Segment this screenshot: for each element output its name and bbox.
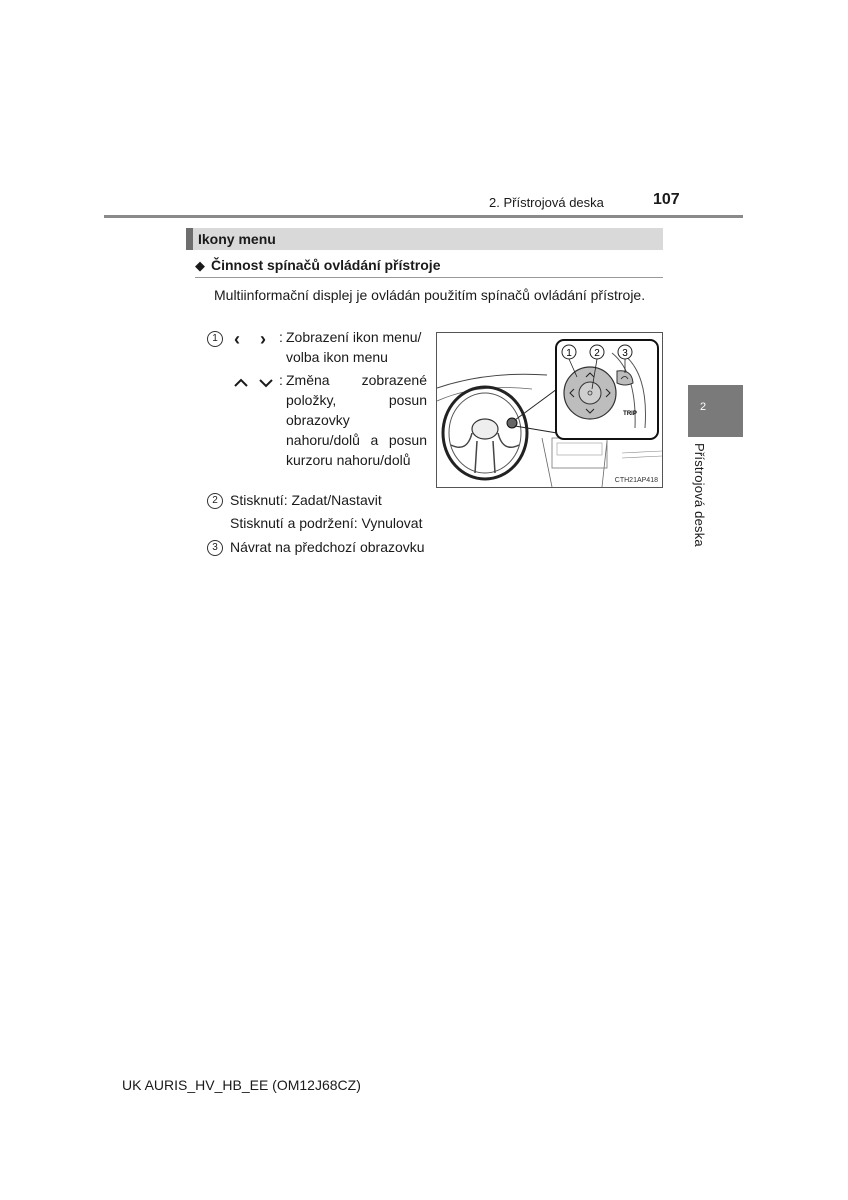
diamond-bullet-icon: ◆ [195, 258, 205, 273]
callout-2: 2 [594, 348, 600, 359]
item-1-lr-desc-line1: Zobrazení ikon menu/ [286, 329, 422, 345]
item-2-line2: Stisknutí a podržení: Vynulovat [230, 515, 423, 531]
header-divider [104, 215, 743, 218]
running-header-section: 2. Přístrojová deska [489, 195, 604, 210]
intro-paragraph: Multiinformační displej je ovládán použitím spínačů ovládání přístroje. [214, 287, 646, 303]
section-title: Ikony menu [198, 231, 276, 247]
item-2-line1: Stisknutí: Zadat/Nastavit [230, 492, 382, 508]
chapter-number: 2 [700, 401, 707, 413]
subheading-divider [195, 277, 663, 278]
chevron-right-icon: › [260, 329, 266, 349]
subheading-text: Činnost spínačů ovládání přístroje [211, 257, 441, 273]
chapter-tab [688, 385, 743, 437]
chevron-down-icon [258, 376, 274, 394]
item-1-number: 1 [207, 331, 223, 347]
steering-switch-figure [436, 332, 663, 488]
item-1-ud-colon: : [279, 372, 283, 388]
callout-1: 1 [566, 348, 572, 359]
page-number: 107 [653, 191, 680, 208]
subheading [195, 257, 440, 274]
item-3-number: 3 [207, 540, 223, 556]
item-2-number: 2 [207, 493, 223, 509]
section-title-bar [186, 228, 663, 250]
item-1-ud-desc: Změna zobrazené položky, posun obrazovky nahoru/dolů a posun kurzoru nahoru/dolů [286, 372, 427, 468]
callout-3: 3 [622, 348, 628, 359]
item-3-line1: Návrat na předchozí obrazovku [230, 539, 425, 555]
steering-wheel-illustration [437, 333, 662, 487]
chevron-left-icon: ‹ [234, 329, 240, 349]
item-1-lr-colon: : [279, 329, 283, 345]
figure-caption: CTH21AP418 [614, 477, 658, 484]
chevron-up-icon [233, 376, 249, 394]
trip-button-label: TRIP [623, 411, 637, 417]
footer-doc-code: UK AURIS_HV_HB_EE (OM12J68CZ) [122, 1077, 361, 1093]
item-1-lr-desc-line2: volba ikon menu [286, 349, 388, 365]
chapter-label: Přístrojová deska [692, 443, 707, 547]
